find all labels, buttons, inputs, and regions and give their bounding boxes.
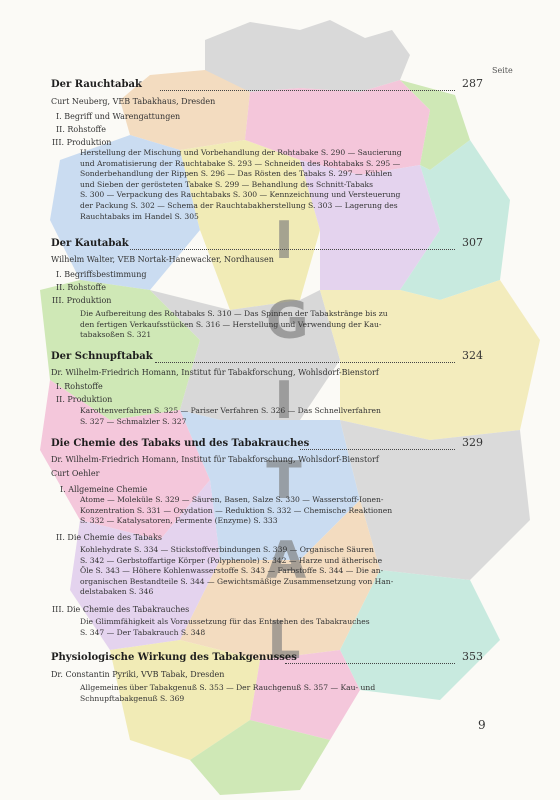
- section-author: Wilhelm Walter, VEB Nortak-Hanewacker, Nordhausen: [51, 255, 274, 264]
- section-author: Dr. Wilhelm-Friedrich Homann, Institut für Tabakforschung, Wohlsdorf-Bienstorf: [51, 455, 379, 464]
- body-line: S. 300 — Verpackung des Rauchtabaks S. 300 — Kennzeichnung und Versteuerung: [80, 190, 401, 200]
- body-line: organischen Bestandteile S. 344 — Gewichtsmäßige Zusammensetzung von Han-: [80, 576, 394, 586]
- section-title-physiologische-wirkung[interactable]: Physiologische Wirkung des Tabakgenusses: [51, 652, 297, 663]
- body-line: Konzentration S. 331 — Oxydation — Reduktion S. 332 — Chemische Reaktionen: [80, 505, 393, 515]
- subsection-heading: I. Begriffsbestimmung: [56, 270, 147, 279]
- body-line: Kohlehydrate S. 334 — Stickstoffverbindungen S. 339 — Organische Säuren: [80, 545, 374, 554]
- folio-page-number: 9: [478, 718, 486, 732]
- section-author: Curt Neuberg, VEB Tabakhaus, Dresden: [51, 97, 216, 106]
- section-title-kautabak[interactable]: Der Kautabak: [51, 238, 129, 249]
- section-body-lines: [80, 309, 388, 341]
- section-title-chemie[interactable]: Die Chemie des Tabaks und des Tabakrauches: [51, 438, 310, 449]
- body-line: und Sieben der gerösteten Tabake S. 299 — Behandlung des Schnitt-Tabaks: [80, 179, 374, 189]
- section-author: Curt Oehler: [51, 469, 100, 478]
- section-body-lines: [80, 683, 375, 704]
- body-line: Atome — Moleküle S. 329 — Säuren, Basen, Salze S. 330 — Wasserstoff-Ionen-: [80, 495, 384, 504]
- dotted-leader: [160, 90, 455, 91]
- watermark-letter: I: [274, 371, 294, 431]
- subsection-heading: III. Die Chemie des Tabakrauches: [52, 605, 190, 614]
- section-author: Dr. Wilhelm-Friedrich Homann, Institut für Tabakforschung, Wohlsdorf-Bienstorf: [51, 368, 379, 377]
- section-body-lines: [80, 495, 392, 527]
- watermark-letter: I: [274, 211, 294, 271]
- body-line: Herstellung der Mischung und Vorbehandlung der Rohtabake S. 290 — Saucierung: [80, 148, 402, 157]
- body-line: und Aromatisierung der Rauchtabake S. 293 — Schneiden des Rohtabaks S. 295 —: [80, 158, 401, 168]
- section-author: Dr. Constantin Pyriki, VVB Tabak, Dresden: [51, 670, 225, 679]
- body-line: Die Glimmfähigkeit als Voraussetzung für das Entstehen des Tabakrauches: [80, 617, 370, 626]
- body-line: S. 347 — Der Tabakrauch S. 348: [80, 627, 206, 637]
- watermark-letter: L: [267, 611, 301, 671]
- section-page-number[interactable]: 287: [462, 77, 483, 90]
- section-page-number[interactable]: 329: [462, 436, 483, 449]
- section-body-lines: [80, 545, 393, 598]
- subsection-heading: I. Begriff und Warengattungen: [56, 112, 181, 121]
- section-body-lines: [80, 148, 402, 222]
- section-body-lines: [80, 617, 370, 638]
- section-title-schnupftabak[interactable]: Der Schnupftabak: [51, 351, 153, 362]
- section-title-rauchtabak[interactable]: Der Rauchtabak: [51, 79, 142, 90]
- body-line: Karottenverfahren S. 325 — Pariser Verfahren S. 326 — Das Schnellverfahren: [80, 406, 381, 415]
- subsection-heading: I. Allgemeine Chemie: [60, 485, 148, 494]
- subsection-heading: II. Produktion: [56, 395, 113, 404]
- dotted-leader: [130, 249, 455, 250]
- section-page-number[interactable]: 324: [462, 349, 483, 362]
- section-body-lines: [80, 406, 381, 427]
- section-page-number[interactable]: 353: [462, 650, 483, 663]
- subsection-heading: III. Produktion: [52, 138, 112, 147]
- body-line: Rauchtabaks im Handel S. 305: [80, 211, 199, 221]
- body-line: Schnupftabakgenuß S. 369: [80, 693, 185, 703]
- watermark-letter: T: [266, 451, 302, 511]
- body-line: der Packung S. 302 — Schema der Rauchtabakherstellung S. 303 — Lagerung des: [80, 200, 398, 210]
- body-line: tabaksoßen S. 321: [80, 330, 152, 340]
- body-line: den fertigen Verkaufsstücken S. 316 — Herstellung und Verwendung der Kau-: [80, 319, 382, 329]
- dotted-leader: [300, 449, 455, 450]
- subsection-heading: I. Rohstoffe: [56, 382, 103, 391]
- dotted-leader: [285, 663, 455, 664]
- body-line: Die Aufbereitung des Rohtabaks S. 310 — Das Spinnen der Tabakstränge bis zu: [80, 309, 388, 318]
- body-line: S. 342 — Gerbstoffartige Körper (Polyphenole) S. 342 — Harze und ätherische: [80, 555, 383, 565]
- section-page-number[interactable]: 307: [462, 236, 483, 249]
- subsection-heading: III. Produktion: [52, 296, 112, 305]
- body-line: Öle S. 343 — Höhere Kohlenwasserstoffe S. 343 — Farbstoffe S. 344 — Die an-: [80, 566, 384, 576]
- subsection-heading: II. Die Chemie des Tabaks: [56, 533, 162, 542]
- watermark-letter: A: [266, 531, 307, 591]
- watermark-letter: G: [266, 291, 309, 351]
- body-line: Sonderbehandlung der Rippen S. 296 — Das Rösten des Tabaks S. 297 — Kühlen: [80, 169, 393, 179]
- subsection-heading: II. Rohstoffe: [56, 125, 106, 134]
- seite-column-label: Seite: [492, 66, 513, 75]
- body-line: delstabaken S. 346: [80, 587, 154, 597]
- subsection-heading: II. Rohstoffe: [56, 283, 106, 292]
- body-line: S. 327 — Schmalzler S. 327: [80, 416, 187, 426]
- body-line: S. 332 — Katalysatoren, Fermente (Enzyme) S. 333: [80, 516, 278, 526]
- body-line: Allgemeines über Tabakgenuß S. 353 — Der Rauchgenuß S. 357 — Kau- und: [80, 683, 376, 692]
- dotted-leader: [155, 362, 455, 363]
